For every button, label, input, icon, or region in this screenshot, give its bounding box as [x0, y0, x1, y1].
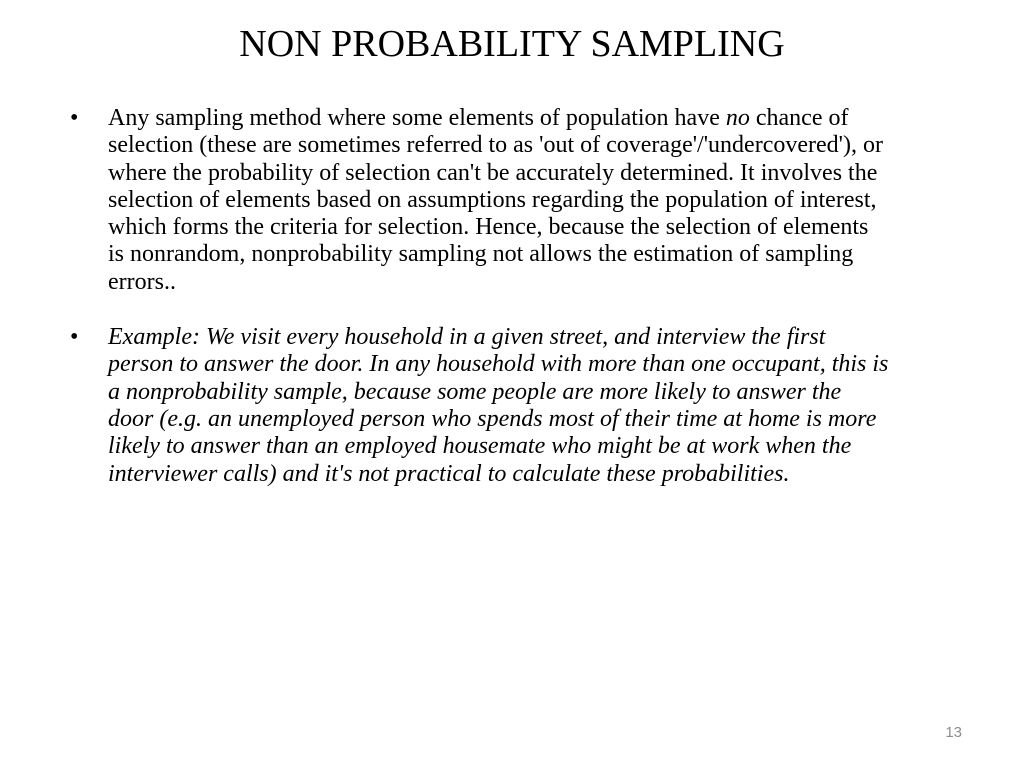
- bullet-example: [70, 324, 890, 488]
- definition-emphasis: no: [725, 105, 750, 131]
- bullet-marker: •: [70, 105, 79, 131]
- bullet-definition-text: [108, 105, 890, 296]
- definition-text-start: Any sampling method where some elements of population have: [108, 105, 726, 131]
- slide-title: NON PROBABILITY SAMPLING: [239, 23, 785, 65]
- bullet-marker: •: [70, 324, 79, 351]
- page-number: 13: [945, 724, 962, 741]
- bullet-definition: [70, 105, 890, 296]
- bullet-example-text: Example: We visit every household in a given street, and interview the first person to answer the door. In any household with more than one occupant, this is a nonprobability sample, because some people are more likely to answer the door (e.g. an unemployed person who spends most of their time at home is more likely to answer than an employed housemate who might be at work when the interviewer calls) and it's not practical to calculate these probabilities.: [108, 324, 889, 487]
- bullet-list: [70, 105, 890, 488]
- definition-text-end: chance of selection (these are sometimes referred to as 'out of coverage'/'undercovered'), or where the probability of selection can't be accurately determined. It involves the selection of elements based on assumptions regarding the population of interest, which forms the criteria for selection. Hence, because the selection of elements is nonrandom, nonprobability sampling not allows the estimation of sampling errors..: [108, 105, 883, 295]
